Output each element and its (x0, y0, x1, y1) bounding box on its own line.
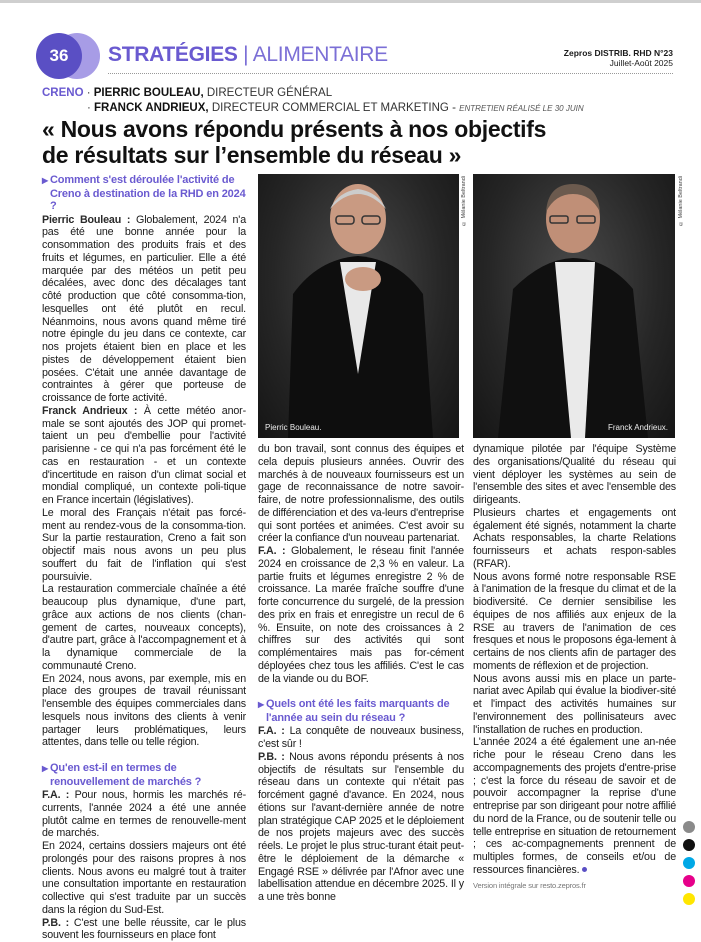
question-heading (42, 174, 246, 213)
question-text: Quels ont été les faits marquants de l'année au sein du réseau ? (266, 698, 450, 724)
byline: CRENO · PIERRIC BOULEAU, DIRECTEUR GÉNÉRAL · FRANCK ANDRIEUX, DIRECTEUR COMMERCIAL ET MARKETING - ENTRETIEN RÉALISÉ LE 30 JUIN (42, 86, 584, 116)
paragraph (258, 751, 464, 904)
print-mark-gray (683, 821, 695, 833)
paragraph: Plusieurs chartes et engagements ont également été signés, notamment la charte Achats responsables, la charte Relations fournisseurs et achats respon-sables (RFAR). (473, 507, 676, 571)
question-heading (258, 698, 464, 724)
interview-note: ENTRETIEN RÉALISÉ LE 30 JUIN (459, 104, 583, 113)
header-divider (108, 73, 673, 74)
issue-info (564, 48, 673, 68)
title-line-2: de résultats sur l’ensemble du réseau » (42, 142, 546, 168)
page-number: 36 (36, 33, 82, 79)
print-mark-black (683, 839, 695, 851)
photo-credit: © Mélanie Beltrandi (461, 176, 467, 226)
paragraph: La restauration commerciale chaînée a été beaucoup plus dynamique, d'une part, grâce aux actions de nos clients (chan-gement de cartes, nouveaux concepts), d'autre part, grâce à l'accompagnement et à la dynamique commerciale de la communauté Creno. (42, 583, 246, 672)
paragraph (473, 736, 676, 876)
speaker-label: Franck Andrieux : (42, 405, 137, 417)
web-version-link[interactable]: Version intégrale sur resto.zepros.fr (473, 880, 676, 893)
paragraph-text: L'année 2024 a été également une an-née riche pour le réseau Creno dans les accompagnements des projets d'entre-prise ; c'est la force du réseau de savoir et de pouvoir accompagner la reprise d'une entreprise par son dirigeant pour notre affilié du nord de la France, ou de soutenir telle ou telle entreprise en situation de retournement ; ces ac-compagnements prennent de multiples formes, de conseils et/ou de ressources financières. (473, 736, 676, 876)
paragraph: Nous avons aussi mis en place un parte-nariat avec Apilab qui évalue la biodiver-sité et l'impact des activités humaines sur l'environnement des pollinisateurs avec l'installation de ruches en production. (473, 673, 676, 737)
photo-caption: Franck Andrieux. (608, 423, 668, 432)
speaker-label: F.A. : (258, 545, 285, 557)
paragraph (42, 789, 246, 840)
paragraph (258, 725, 464, 751)
question-text: Qu'en est-il en termes de renouvellement de marchés ? (50, 762, 201, 788)
column-3 (473, 443, 676, 892)
spacer (258, 685, 464, 698)
title-line-1: « Nous avons répondu présents à nos objectifs (42, 116, 546, 142)
end-bullet-icon (582, 867, 587, 872)
photo-franck-andrieux (473, 174, 675, 438)
arrow-icon: ▶ (258, 699, 266, 712)
company-name: CRENO (42, 87, 84, 99)
paragraph (42, 214, 246, 405)
paragraph (258, 545, 464, 685)
rubric-sub: ALIMENTAIRE (253, 43, 388, 66)
person2-name: FRANCK ANDRIEUX, (94, 102, 209, 114)
article-title (42, 116, 546, 168)
photo-pierric-bouleau (258, 174, 459, 438)
speaker-label: P.B. : (258, 751, 285, 763)
print-mark-cyan (683, 857, 695, 869)
person1-role: DIRECTEUR GÉNÉRAL (207, 87, 332, 99)
paragraph: Nous avons formé notre responsable RSE à l'animation de la fresque du climat et de la biodiversité. Ce dernier sensibilise les équipes de nos affiliés aux enjeux de la RSE au travers de l'animation de ces fresques et nous le proposons éga-lement à certains de nos clients afin de partager des moments de réflexion et de projection. (473, 571, 676, 673)
paragraph: En 2024, nous avons, par exemple, mis en place des groupes de travail réunissant l'ensemble des équipes commerciales dans lesquels nous invitons des clients à venir partager leurs problématiques, leurs attentes, dans telle ou telle région. (42, 673, 246, 750)
paragraph-text: Globalement, le réseau finit l'année 2024 en croissance de 2,3 % en valeur. La partie fruits et légumes enregistre 2 % de croissance. La marée fraîche souffre d'une forte concurrence du surgelé, de la pression des prix en frais et enregistre un recul de 6 %. Ensuite, on note des croissances à 2 chiffres sur des activités qui sont complémentaires mais pas for-cément déployées chez tous les affiliés. C'est le cas de la viande ou du BOF. (258, 545, 464, 685)
paragraph: dynamique pilotée par l'équipe Système des organisations/Qualité du réseau qui vient déployer les systèmes au sein de l'ensemble des sites et avec l'ensemble des dirigeants. (473, 443, 676, 507)
paragraph (42, 917, 246, 942)
paragraph-text: C'est une belle réussite, car le plus souvent les fournisseurs en place font (42, 917, 246, 942)
section-rubric (108, 43, 388, 67)
portrait-illustration (258, 174, 459, 438)
photo-credit: © Mélanie Beltrandi (678, 176, 684, 226)
rubric-main: STRATÉGIES (108, 43, 238, 66)
speaker-label: Pierric Bouleau : (42, 214, 130, 226)
print-mark-yellow (683, 893, 695, 905)
paragraph-text: Pour nous, hormis les marchés ré-currents, l'année 2024 a été une année plutôt calme en termes de renouvelle-ment de marchés. (42, 789, 246, 839)
page-number-badge (36, 33, 100, 79)
page-top-border (0, 0, 701, 3)
paragraph: En 2024, certains dossiers majeurs ont été prolongés pour des raisons propres à nos clients. Nous avons eu malgré tout à traiter une consultation importante en restauration collective qui s'est traduite par un succès dans la région du Sud-Est. (42, 840, 246, 917)
issue-date: Juillet-Août 2025 (564, 58, 673, 68)
column-2 (258, 443, 464, 904)
arrow-icon: ▶ (42, 175, 50, 188)
question-text: Comment s'est déroulée l'activité de Creno à destination de la RHD en 2024 ? (50, 174, 246, 212)
paragraph-text: À cette météo anor-male se sont ajoutés des JOP qui promet-taient un peu d'embellie pour l'activité parisienne - ce qui n'a pas forcément été le cas en restauration - et un contexte d'incertitude en raison d'un climat social et mondial compliqué, un contexte poli-tique en France incertain (législatives). (42, 405, 246, 506)
column-1 (42, 174, 246, 942)
print-mark-magenta (683, 875, 695, 887)
paragraph-text: La conquête de nouveaux business, c'est sûr ! (258, 725, 464, 750)
person1-name: PIERRIC BOULEAU, (94, 87, 204, 99)
rubric-separator: | (238, 43, 253, 66)
paragraph (42, 405, 246, 507)
issue-name: Zepros DISTRIB. RHD N°23 (564, 48, 673, 58)
spacer (42, 749, 246, 762)
paragraph: Le moral des Français n'était pas forcé-ment au rendez-vous de la consomma-tion. Sur la partie restauration, Creno a fait son objectif mais nous avons un peu plus souffert du fait de l'inflation qui s'est poursuivie. (42, 507, 246, 584)
arrow-icon: ▶ (42, 763, 50, 776)
person2-role: DIRECTEUR COMMERCIAL ET MARKETING (212, 102, 449, 114)
paragraph-text: Nous avons répondu présents à nos objectifs de résultats sur l'ensemble du réseau dans un contexte qui n'était pas forcément gagné d'avance. En 2024, nous étions sur l'avant-dernière année de notre plan stratégique CAP 2025 et le déploiement de nos projets majeurs avec des succès réels. Le projet le plus struc-turant était peut-être le déploiement de la démarche « Engagé RSE » délivrée par l'Afnor avec une labellisation attendue en décembre 2025. Il y a une très bonne (258, 751, 464, 903)
speaker-label: F.A. : (258, 725, 285, 737)
speaker-label: P.B. : (42, 917, 69, 929)
portrait-illustration (473, 174, 675, 438)
photo-caption: Pierric Bouleau. (265, 423, 321, 432)
paragraph: du bon travail, sont connus des équipes et cela depuis plusieurs années. Ouvrir des marchés à de nouveaux fournisseurs est un gage de reconnaissance de notre savoir-faire, de notre professionnalisme, des outils de différenciation et des va-leurs d'entreprise qui sont portées et animées. C'est avoir su créer la confiance d'un nouveau partenariat. (258, 443, 464, 545)
paragraph-text: Globalement, 2024 n'a pas été une bonne année pour la consommation des produits frais et des fruits et légumes, en particulier. Elle a été marquée par des météos un petit peu décalées, avec donc des décalages tant côté production que côté consomma-tion, lesquelles ont été plutôt en recul. Néanmoins, nous avons quand même tiré notre épingle du jeu dans ce contexte, car nos projets étaient bien en place et les pistes de développement étaient bien posées. C'était une année davantage de contraintes à gérer que porteuse de croissance de forte activité. (42, 214, 246, 405)
question-heading (42, 762, 246, 788)
speaker-label: F.A. : (42, 789, 69, 801)
